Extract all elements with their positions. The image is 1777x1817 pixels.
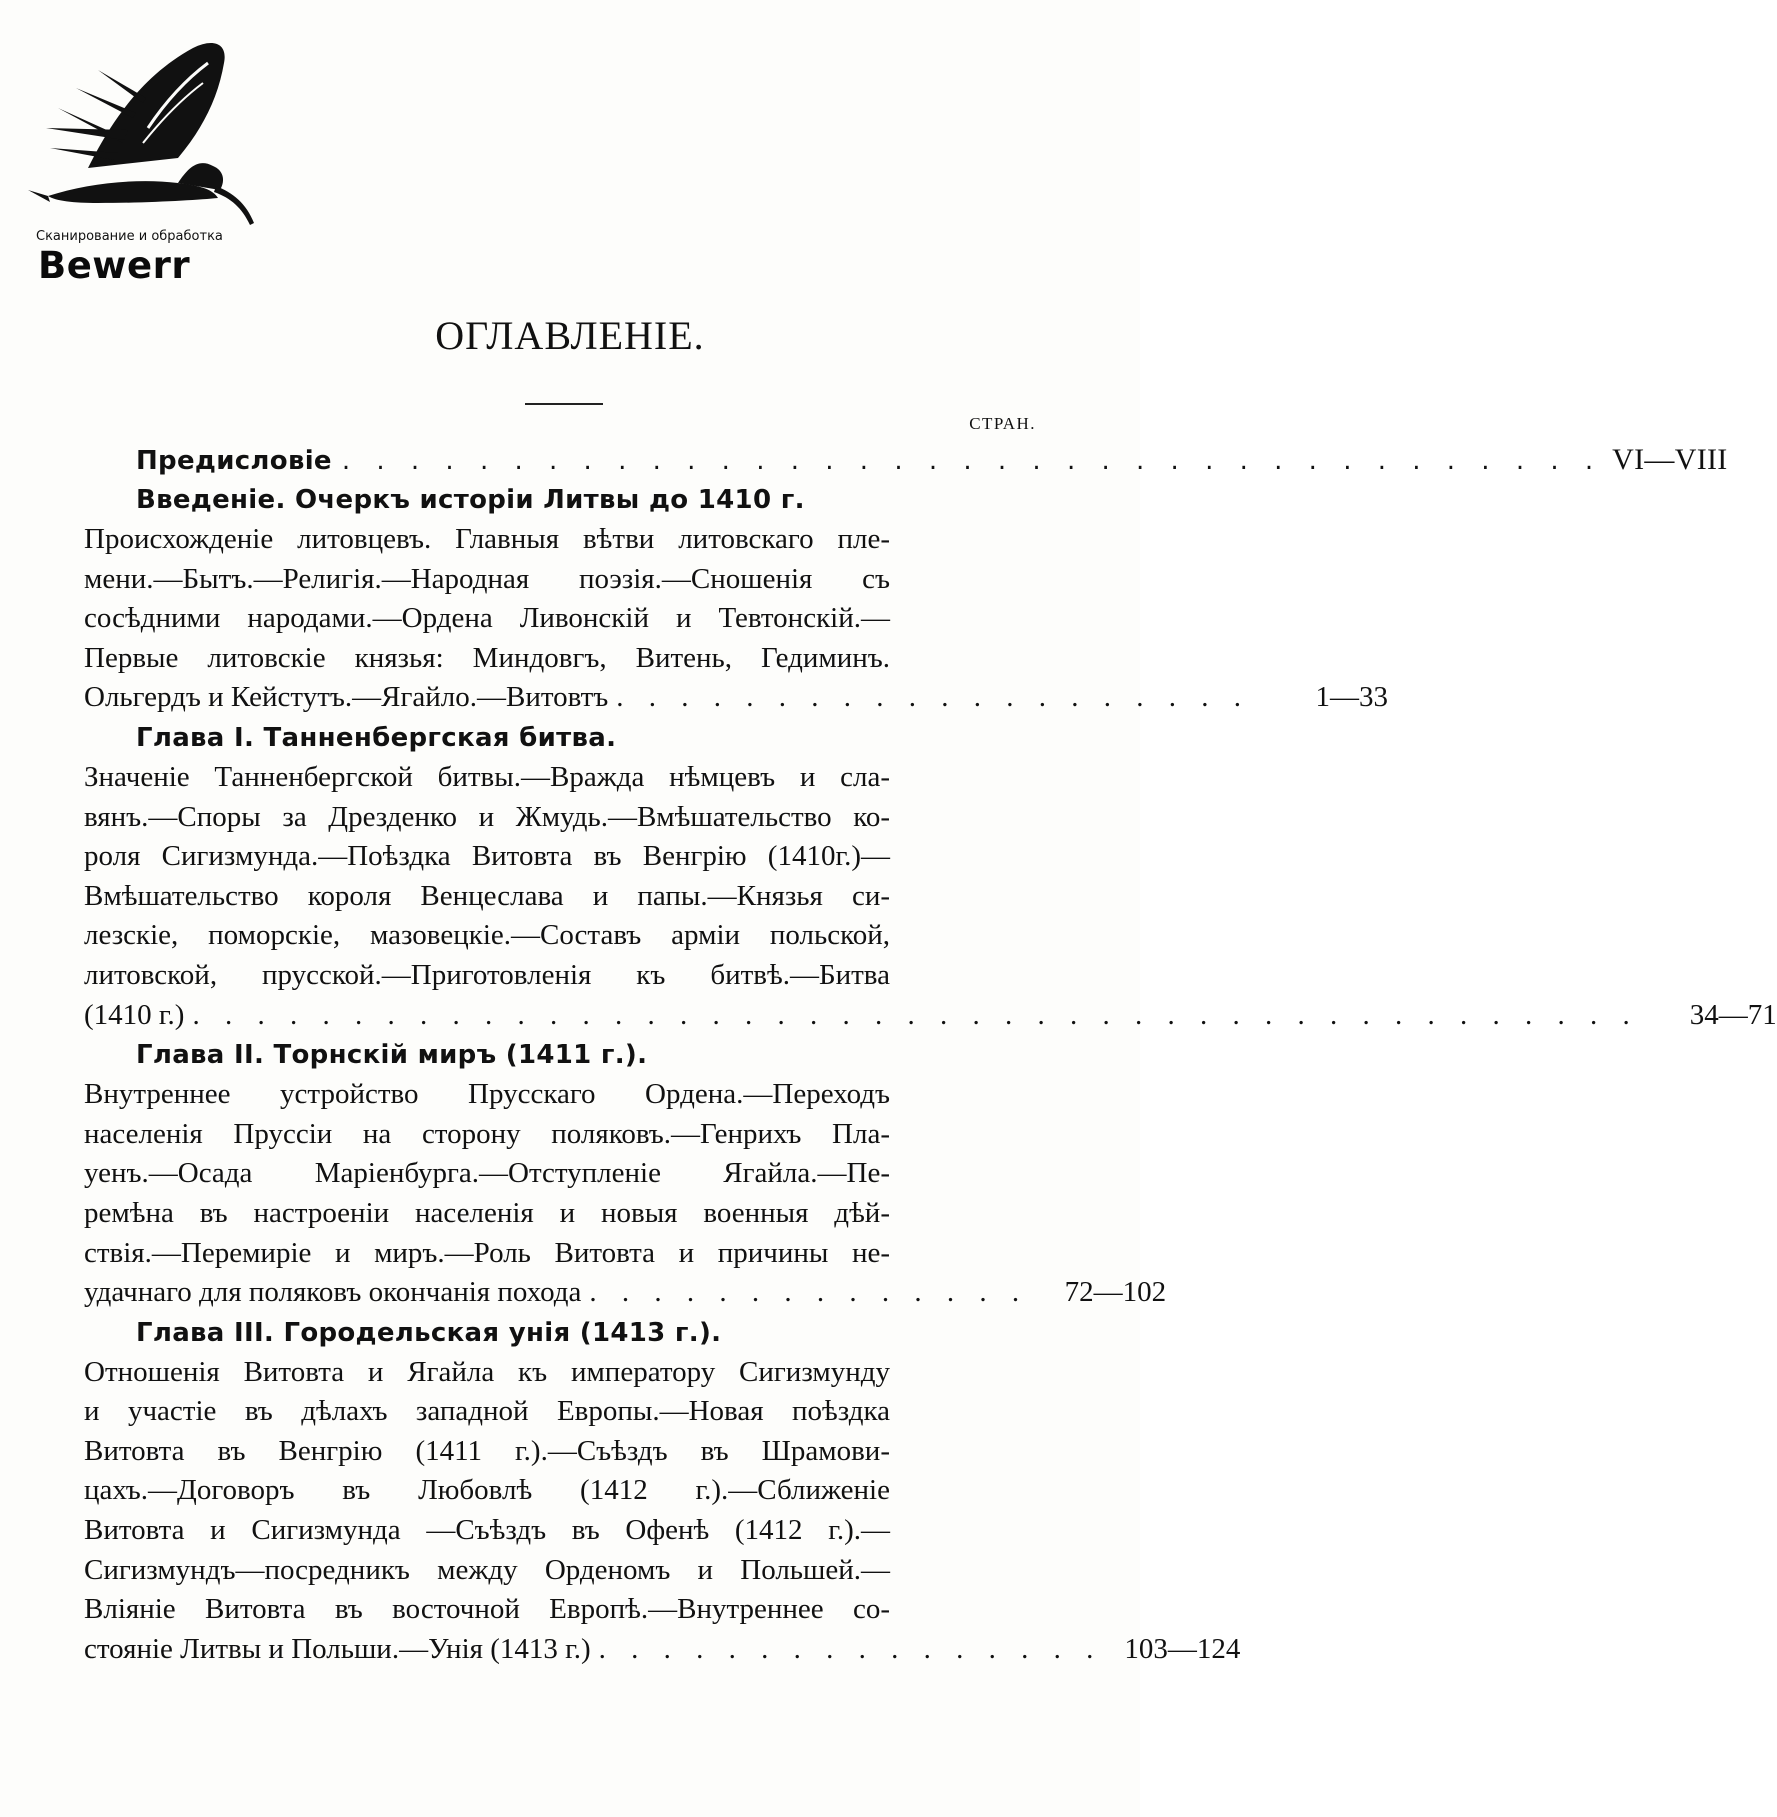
dot-leader: . . . . . . . . . . . . . . . . . . . . [616, 681, 1251, 714]
desc-line: Ольгердъ и Кейстутъ.—Ягайло.—Витовтъ [84, 681, 609, 714]
toc-entry-chapter-1[interactable] [84, 718, 1777, 1035]
dot-leader: . . . . . . . . . . . . . . . . . . . . . . . . . . . . . . . . . . . . . [341, 446, 1603, 476]
desc-line: ствія.—Перемиріе и миръ.—Роль Витовта и причины не- [84, 1236, 890, 1269]
scanner-logo [28, 18, 288, 287]
desc-line: лезскіе, поморскіе, мазовецкіе.—Составъ арміи польской, [84, 919, 890, 952]
desc-line: вянъ.—Споры за Дрезденко и Жмудь.—Вмѣшательство ко- [84, 800, 890, 833]
toc-entry-pages: 72—102 [1064, 1276, 1167, 1309]
toc-entry-description [84, 758, 1777, 1035]
ibis-bird-icon [28, 18, 288, 238]
logo-caption: Сканирование и обработка [36, 229, 223, 244]
toc-entry-pages: VI—VIII [1612, 443, 1728, 476]
desc-line-last [84, 996, 1777, 1036]
dot-leader: . . . . . . . . . . . . . . . . [598, 1632, 1103, 1665]
toc-entry-title-row [84, 440, 1728, 480]
pages-column-label: СТРАН. [969, 414, 1036, 433]
desc-line: литовской, прусской.—Приготовленія къ битвѣ.—Битва [84, 958, 890, 991]
logo-brand: Bewerr [38, 244, 191, 287]
desc-line: удачнаго для поляковъ окончанія похода [84, 1276, 582, 1309]
toc-entry-introduction[interactable] [84, 480, 1389, 718]
desc-line: Витовта и Сигизмунда —Съѣздъ въ Офенѣ (1412 г.).— [84, 1514, 890, 1547]
desc-line: уенъ.—Осада Маріенбурга.—Отступленіе Ягайла.—Пе- [84, 1157, 890, 1190]
desc-line: Происхожденіе литовцевъ. Главныя вѣтви литовскаго пле- [84, 523, 890, 555]
toc-entry-description [84, 520, 1389, 718]
desc-line-last [84, 1273, 1167, 1313]
dot-leader: . . . . . . . . . . . . . . . . . . . . . . . . . . . . . . . . . . . . . . . . . . . . . [192, 998, 1639, 1031]
desc-line: Вліяніе Витовта въ восточной Европѣ.—Внутреннее со- [84, 1593, 890, 1626]
desc-line: (1410 г.) [84, 998, 185, 1031]
page-title: ОГЛАВЛЕНІЕ. [435, 313, 705, 358]
desc-line-last [84, 678, 1389, 718]
toc-entry-preface[interactable] [84, 440, 1728, 480]
toc-entry-pages: 103—124 [1124, 1632, 1241, 1665]
title-divider [525, 403, 603, 405]
toc-entry-title: Предисловіе [136, 446, 332, 476]
desc-line: сосѣдними народами.—Ордена Ливонскій и Тевтонскій.— [84, 602, 890, 635]
desc-line: Витовта въ Венгрію (1411 г.).—Съѣздъ въ Шрамови- [84, 1434, 890, 1467]
toc-entry-pages: 1—33 [1315, 681, 1389, 714]
toc-entry-description [84, 1353, 1241, 1670]
desc-line: Отношенія Витовта и Ягайла къ императору Сигизмунду [84, 1355, 890, 1388]
desc-line: стояніе Литвы и Польши.—Унія (1413 г.) [84, 1632, 591, 1665]
desc-line: цахъ.—Договоръ въ Любовлѣ (1412 г.).—Сближеніе [84, 1474, 890, 1507]
desc-line: Первые литовскіе князья: Миндовгъ, Витень, Гедиминъ. [84, 641, 890, 674]
toc-entry-title: Глава I. Танненбергская битва. [136, 722, 617, 753]
desc-line: мени.—Бытъ.—Религія.—Народная поэзія.—Сношенія съ [84, 562, 890, 595]
toc-entry-chapter-3[interactable] [84, 1313, 1241, 1670]
desc-line: и участіе въ дѣлахъ западной Европы.—Новая поѣздка [84, 1395, 890, 1428]
desc-line: населенія Пруссіи на сторону поляковъ.—Генрихъ Пла- [84, 1117, 890, 1150]
toc-entry-title: Глава II. Торнскій миръ (1411 г.). [136, 1040, 648, 1071]
desc-line: ремѣна въ настроеніи населенія и новыя военныя дѣй- [84, 1196, 890, 1229]
desc-line: Значеніе Танненбергской битвы.—Вражда нѣмцевъ и сла- [84, 760, 890, 793]
toc-entry-chapter-2[interactable] [84, 1035, 1167, 1313]
toc-entry-title: Введеніе. Очеркъ исторіи Литвы до 1410 г. [136, 485, 805, 515]
desc-line: Внутреннее устройство Прусскаго Ордена.—Переходъ [84, 1078, 890, 1111]
desc-line: Сигизмундъ—посредникъ между Орденомъ и Польшей.— [84, 1553, 890, 1586]
desc-line-last [84, 1630, 1241, 1670]
desc-line: Вмѣшательство короля Венцеслава и папы.—Князья си- [84, 879, 890, 912]
table-of-contents [84, 440, 1777, 1669]
toc-entry-title: Глава III. Городельская унія (1413 г.). [136, 1317, 722, 1348]
dot-leader: . . . . . . . . . . . . . . [589, 1276, 1029, 1309]
toc-entry-description [84, 1075, 1167, 1313]
desc-line: роля Сигизмунда.—Поѣздка Витовта въ Венгрію (1410г.)— [84, 840, 890, 873]
toc-entry-pages: 34—71 [1689, 998, 1777, 1031]
